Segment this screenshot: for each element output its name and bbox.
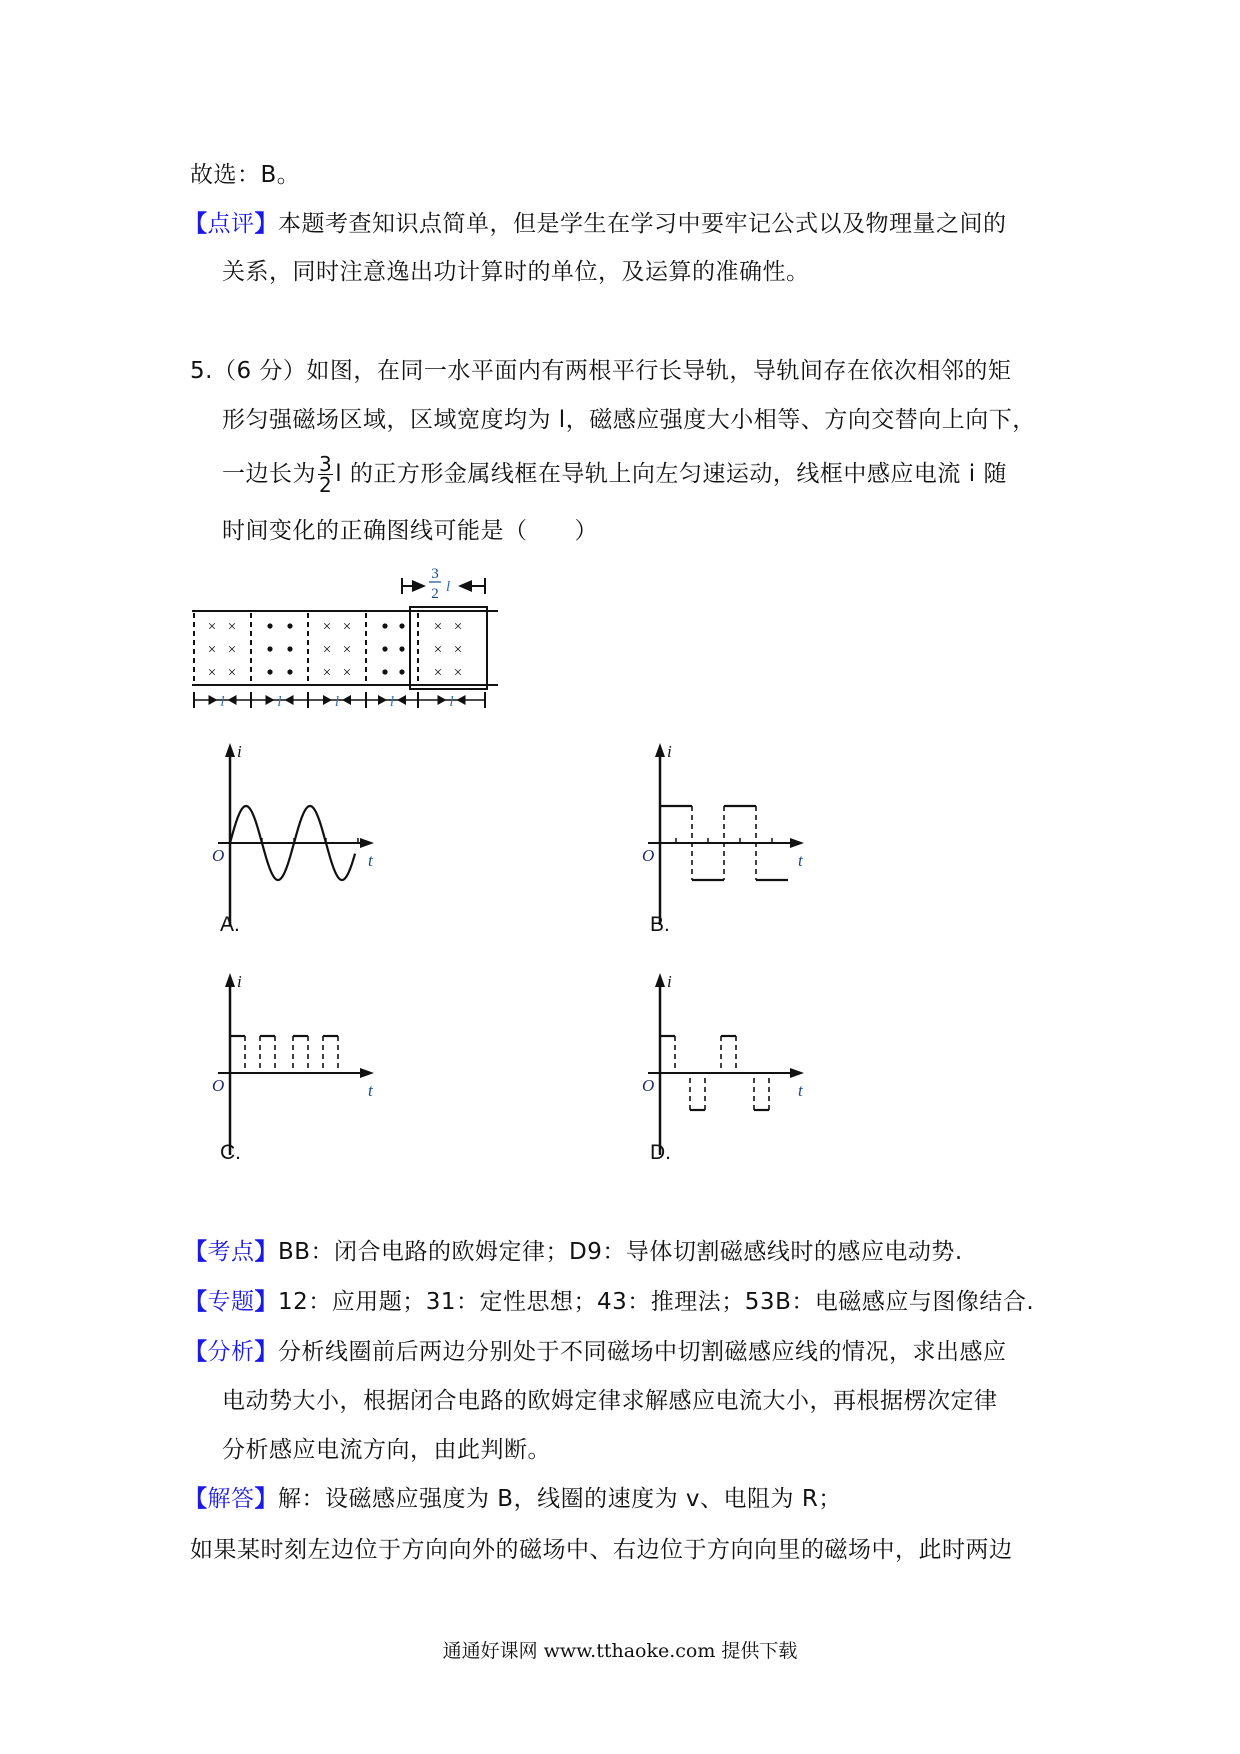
bracket-close: 】: [254, 1239, 278, 1265]
field-into-page-icon: ×: [342, 665, 352, 681]
bracket-open: 【: [184, 1289, 208, 1315]
y-axis-label: i: [667, 972, 672, 991]
field-into-page-icon: ×: [207, 642, 217, 658]
field-out-of-page-icon: [267, 623, 272, 628]
field-out-of-page-icon: [382, 646, 387, 651]
field-out-of-page-icon: [287, 669, 292, 674]
option-d-label: D.: [650, 1141, 671, 1164]
question-line3-post: l 的正方形金属线框在导轨上向左匀速运动，线框中感应电流 i 随: [335, 461, 1007, 487]
field-out-of-page-icon: [382, 623, 387, 628]
x-axis-label: t: [368, 1081, 373, 1100]
bracket-close: 】: [254, 1289, 278, 1315]
option-c-label: C.: [220, 1141, 241, 1164]
bracket-var: l: [446, 579, 451, 595]
magnetic-field-diagram: [190, 560, 500, 715]
option-b[interactable]: [640, 735, 880, 940]
question-score: （6 分）: [212, 358, 307, 384]
bracket-frac-num: 3: [431, 566, 439, 582]
y-axis-label: i: [237, 742, 242, 761]
segment-width-label: l: [334, 694, 340, 710]
question-text: 如图，在同一水平面内有两根平行长导轨，导轨间存在依次相邻的矩: [306, 358, 1012, 384]
jieda-line1: [184, 1484, 842, 1514]
bracket-open: 【: [184, 211, 208, 237]
field-into-page-icon: ×: [433, 619, 443, 635]
arrow-left-icon: [397, 695, 406, 705]
question-number: 5.: [190, 358, 213, 384]
field-into-page-icon: ×: [342, 642, 352, 658]
field-into-page-icon: ×: [322, 665, 332, 681]
option-c[interactable]: [210, 965, 450, 1170]
option-b-label: B.: [650, 913, 670, 936]
bracket-close: 】: [254, 1339, 278, 1365]
arrow-left-icon: [228, 695, 237, 705]
fraction-numerator: 3: [319, 452, 333, 476]
prev-comment-line2: 关系，同时注意逸出功计算时的单位，及运算的准确性。: [222, 259, 810, 285]
x-axis-arrow-icon: [360, 838, 374, 848]
fraction-three-halves: [318, 454, 333, 495]
question-line2: 形匀强磁场区域，区域宽度均为 l，磁感应强度大小相等、方向交替向上向下，: [222, 407, 1036, 433]
graph-c: [210, 965, 450, 1170]
field-into-page-icon: ×: [322, 619, 332, 635]
question-line4: 时间变化的正确图线可能是（ ）: [222, 518, 598, 544]
field-into-page-icon: ×: [453, 619, 463, 635]
field-out-of-page-icon: [287, 623, 292, 628]
field-out-of-page-icon: [267, 646, 272, 651]
arrow-left-icon: [342, 695, 351, 705]
y-axis-arrow-icon: [225, 743, 235, 757]
field-out-of-page-icon: [399, 669, 404, 674]
arrow-right-icon: [323, 695, 332, 705]
zhuanti-tag: 专题: [207, 1289, 255, 1315]
graph-a: [210, 735, 450, 940]
graph-d: [640, 965, 880, 1170]
x-axis-arrow-icon: [790, 838, 804, 848]
zhuanti-line: [184, 1287, 1034, 1317]
kaodian-text: BB：闭合电路的欧姆定律；D9：导体切割磁感线时的感应电动势.: [278, 1239, 963, 1265]
arrow-left-icon: [457, 695, 466, 705]
fenxi-text1: 分析线圈前后两边分别处于不同磁场中切割磁感应线的情况，求出感应: [278, 1339, 1007, 1365]
jieda-line2: 如果某时刻左边位于方向向外的磁场中、右边位于方向向里的磁场中，此时两边: [190, 1537, 1013, 1563]
origin-label: O: [212, 1076, 225, 1095]
prev-answer: 故选：B。: [190, 162, 301, 188]
field-into-page-icon: ×: [342, 619, 352, 635]
bracket-close: 】: [254, 1486, 278, 1512]
y-axis-arrow-icon: [655, 973, 665, 987]
x-axis-label: t: [798, 851, 803, 870]
fraction-denominator: 2: [319, 473, 333, 497]
field-out-of-page-icon: [267, 669, 272, 674]
bracket-open: 【: [184, 1239, 208, 1265]
arrow-right-icon: [209, 695, 218, 705]
comment-tag: 点评: [207, 211, 255, 237]
fenxi-line1: [184, 1337, 1007, 1367]
field-into-page-icon: ×: [227, 665, 237, 681]
question-line3: [222, 454, 1007, 495]
field-into-page-icon: ×: [453, 665, 463, 681]
jieda-text1: 解：设磁感应强度为 B，线圈的速度为 v、电阻为 R；: [278, 1486, 842, 1512]
fenxi-line3: 分析感应电流方向，由此判断。: [222, 1437, 551, 1463]
option-d[interactable]: [640, 965, 880, 1170]
option-a[interactable]: [210, 735, 450, 940]
origin-label: O: [212, 846, 225, 865]
field-into-page-icon: ×: [433, 665, 443, 681]
zhuanti-text: 12：应用题；31：定性思想；43：推理法；53B：电磁感应与图像结合.: [278, 1289, 1035, 1315]
prev-comment-line1: [184, 209, 1007, 239]
question-line3-pre: 一边长为: [222, 461, 316, 487]
x-axis-label: t: [368, 851, 373, 870]
field-out-of-page-icon: [382, 669, 387, 674]
arrow-right-icon: [412, 580, 426, 592]
segment-width-label: l: [449, 694, 454, 710]
option-a-label: A.: [220, 913, 240, 936]
field-out-of-page-icon: [399, 646, 404, 651]
field-out-of-page-icon: [399, 623, 404, 628]
arrow-left-icon: [285, 695, 294, 705]
segment-width-label: l: [220, 694, 225, 710]
metal-frame: [410, 607, 487, 689]
field-into-page-icon: ×: [453, 642, 463, 658]
field-out-of-page-icon: [287, 646, 292, 651]
segment-width-label: l: [277, 694, 282, 710]
origin-label: O: [642, 1076, 655, 1095]
arrow-right-icon: [378, 695, 387, 705]
question-line1: [190, 356, 1011, 386]
field-into-page-icon: ×: [207, 665, 217, 681]
frame-width-bracket: [402, 566, 485, 602]
comment-text: 本题考查知识点简单，但是学生在学习中要牢记公式以及物理量之间的: [278, 211, 1007, 237]
x-axis-arrow-icon: [790, 1068, 804, 1078]
bracket-close: 】: [254, 211, 278, 237]
y-axis-arrow-icon: [655, 743, 665, 757]
bracket-open: 【: [184, 1486, 208, 1512]
field-into-page-icon: ×: [227, 642, 237, 658]
y-axis-label: i: [667, 742, 672, 761]
arrow-right-icon: [438, 695, 447, 705]
x-axis-arrow-icon: [360, 1068, 374, 1078]
fenxi-tag: 分析: [207, 1339, 255, 1365]
x-axis-label: t: [798, 1081, 803, 1100]
origin-label: O: [642, 846, 655, 865]
graph-b: [640, 735, 880, 940]
y-axis-label: i: [237, 972, 242, 991]
field-into-page-icon: ×: [322, 642, 332, 658]
field-into-page-icon: ×: [207, 619, 217, 635]
fenxi-line2: 电动势大小，根据闭合电路的欧姆定律求解感应电流大小，再根据楞次定律: [222, 1388, 998, 1414]
bracket-frac-den: 2: [431, 586, 439, 602]
arrow-right-icon: [266, 695, 275, 705]
kaodian-line: [184, 1237, 963, 1267]
y-axis-arrow-icon: [225, 973, 235, 987]
kaodian-tag: 考点: [207, 1239, 255, 1265]
footer-watermark: 通通好课网 www.tthaoke.com 提供下载: [442, 1640, 798, 1662]
segment-width-label: l: [389, 694, 395, 710]
field-into-page-icon: ×: [227, 619, 237, 635]
field-into-page-icon: ×: [433, 642, 443, 658]
jieda-tag: 解答: [207, 1486, 255, 1512]
bracket-open: 【: [184, 1339, 208, 1365]
